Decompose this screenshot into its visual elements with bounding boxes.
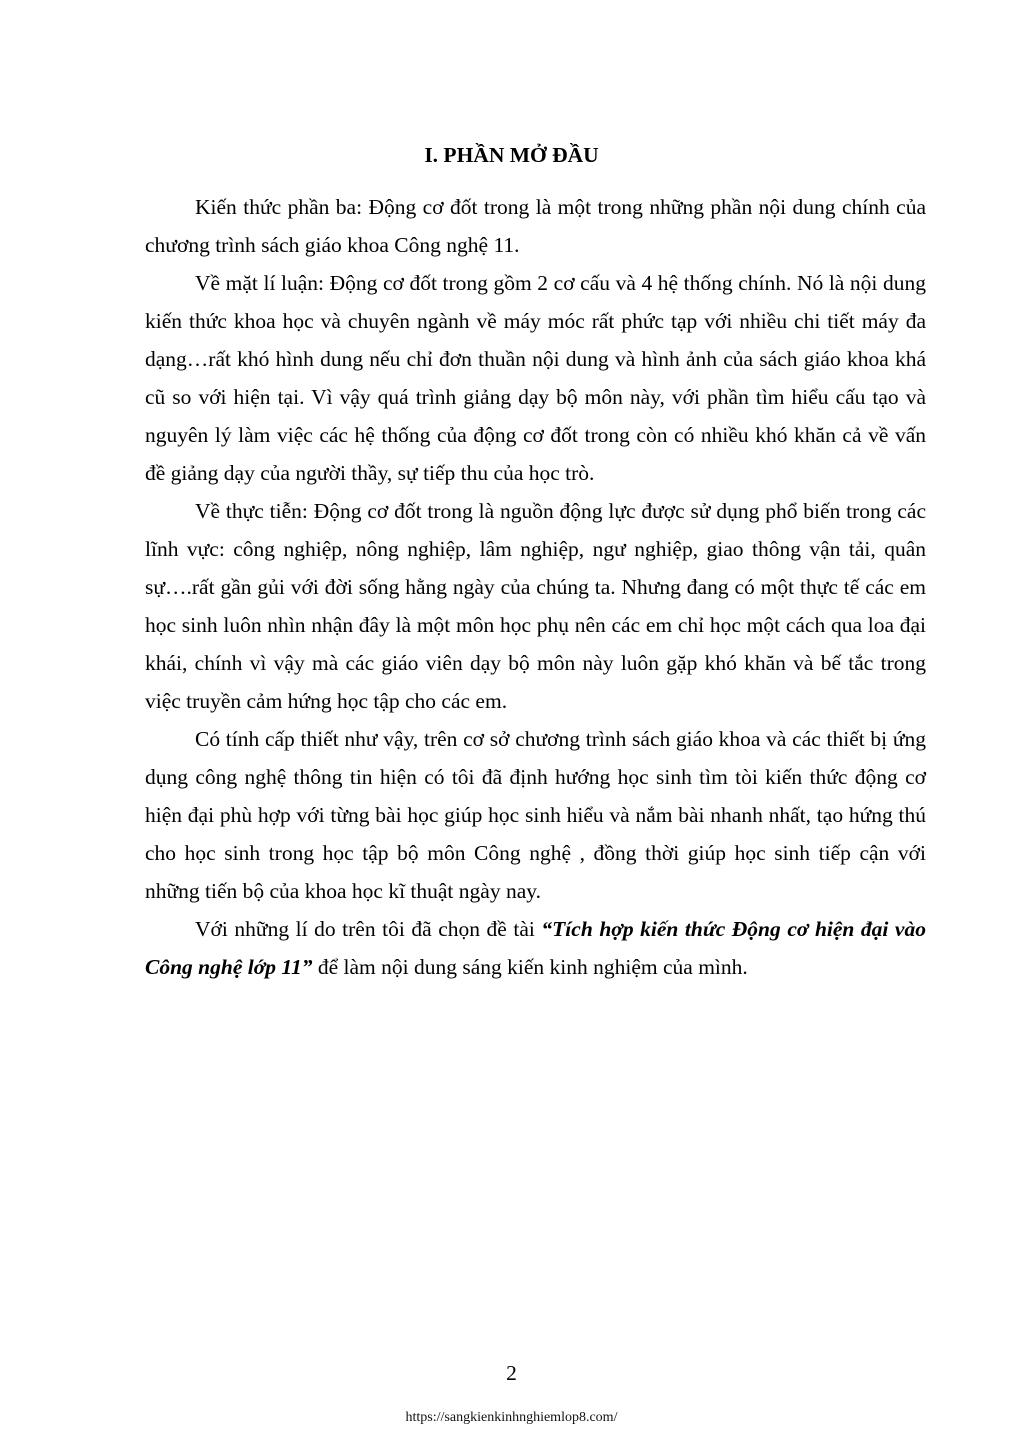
- paragraph-theory: Về mặt lí luận: Động cơ đốt trong gồm 2 cơ cấu và 4 hệ thống chính. Nó là nội dung kiến thức khoa học và chuyên ngành về máy móc rất phức tạp với nhiều chi tiết máy đa dạng…rất khó hình dung nếu chỉ đơn thuần nội dung và hình ảnh của sách giáo khoa khá cũ so với hiện tại. Vì vậy quá trình giảng dạy bộ môn này, với phần tìm hiểu cấu tạo và nguyên lý làm việc các hệ thống của động cơ đốt trong còn có nhiều khó khăn cả về vấn đề giảng dạy của người thầy, sự tiếp thu của học trò.: [145, 271, 926, 485]
- section-heading: I. PHẦN MỞ ĐẦU: [424, 143, 599, 167]
- topic-trail-text: để làm nội dung sáng kiến kinh nghiệm của mình.: [312, 955, 748, 979]
- page-number: 2: [506, 1361, 517, 1385]
- body-text: [145, 188, 926, 986]
- paragraph-practice: Về thực tiễn: Động cơ đốt trong là nguồn động lực được sử dụng phổ biến trong các lĩnh vực: công nghiệp, nông nghiệp, lâm nghiệp, ngư nghiệp, giao thông vận tải, quân sự….rất gần gủi với đời sống hằng ngày của chúng ta. Nhưng đang có một thực tế các em học sinh luôn nhìn nhận đây là một môn học phụ nên các em chỉ học một cách qua loa đại khái, chính vì vậy mà các giáo viên dạy bộ môn này luôn gặp khó khăn và bế tắc trong việc truyền cảm hứng học tập cho các em.: [145, 499, 926, 713]
- topic-lead-text: Với những lí do trên tôi đã chọn đề tài: [195, 917, 542, 941]
- footer-url: https://sangkienkinhnghiemlop8.com/: [405, 1410, 618, 1425]
- topic-title: “Tích hợp kiến thức Động cơ hiện đại vào Công nghệ lớp 11”: [145, 917, 926, 979]
- paragraph-intro: Kiến thức phần ba: Động cơ đốt trong là một trong những phần nội dung chính của chương trình sách giáo khoa Công nghệ 11.: [145, 195, 926, 257]
- paragraph-topic-choice: [145, 910, 926, 986]
- paragraph-urgency: Có tính cấp thiết như vậy, trên cơ sở chương trình sách giáo khoa và các thiết bị ứng dụng công nghệ thông tin hiện có tôi đã định hướng học sinh tìm tòi kiến thức động cơ hiện đại phù hợp với từng bài học giúp học sinh hiểu và nắm bài nhanh nhất, tạo hứng thú cho học sinh trong học tập bộ môn Công nghệ , đồng thời giúp học sinh tiếp cận với những tiến bộ của khoa học kĩ thuật ngày nay.: [145, 727, 926, 903]
